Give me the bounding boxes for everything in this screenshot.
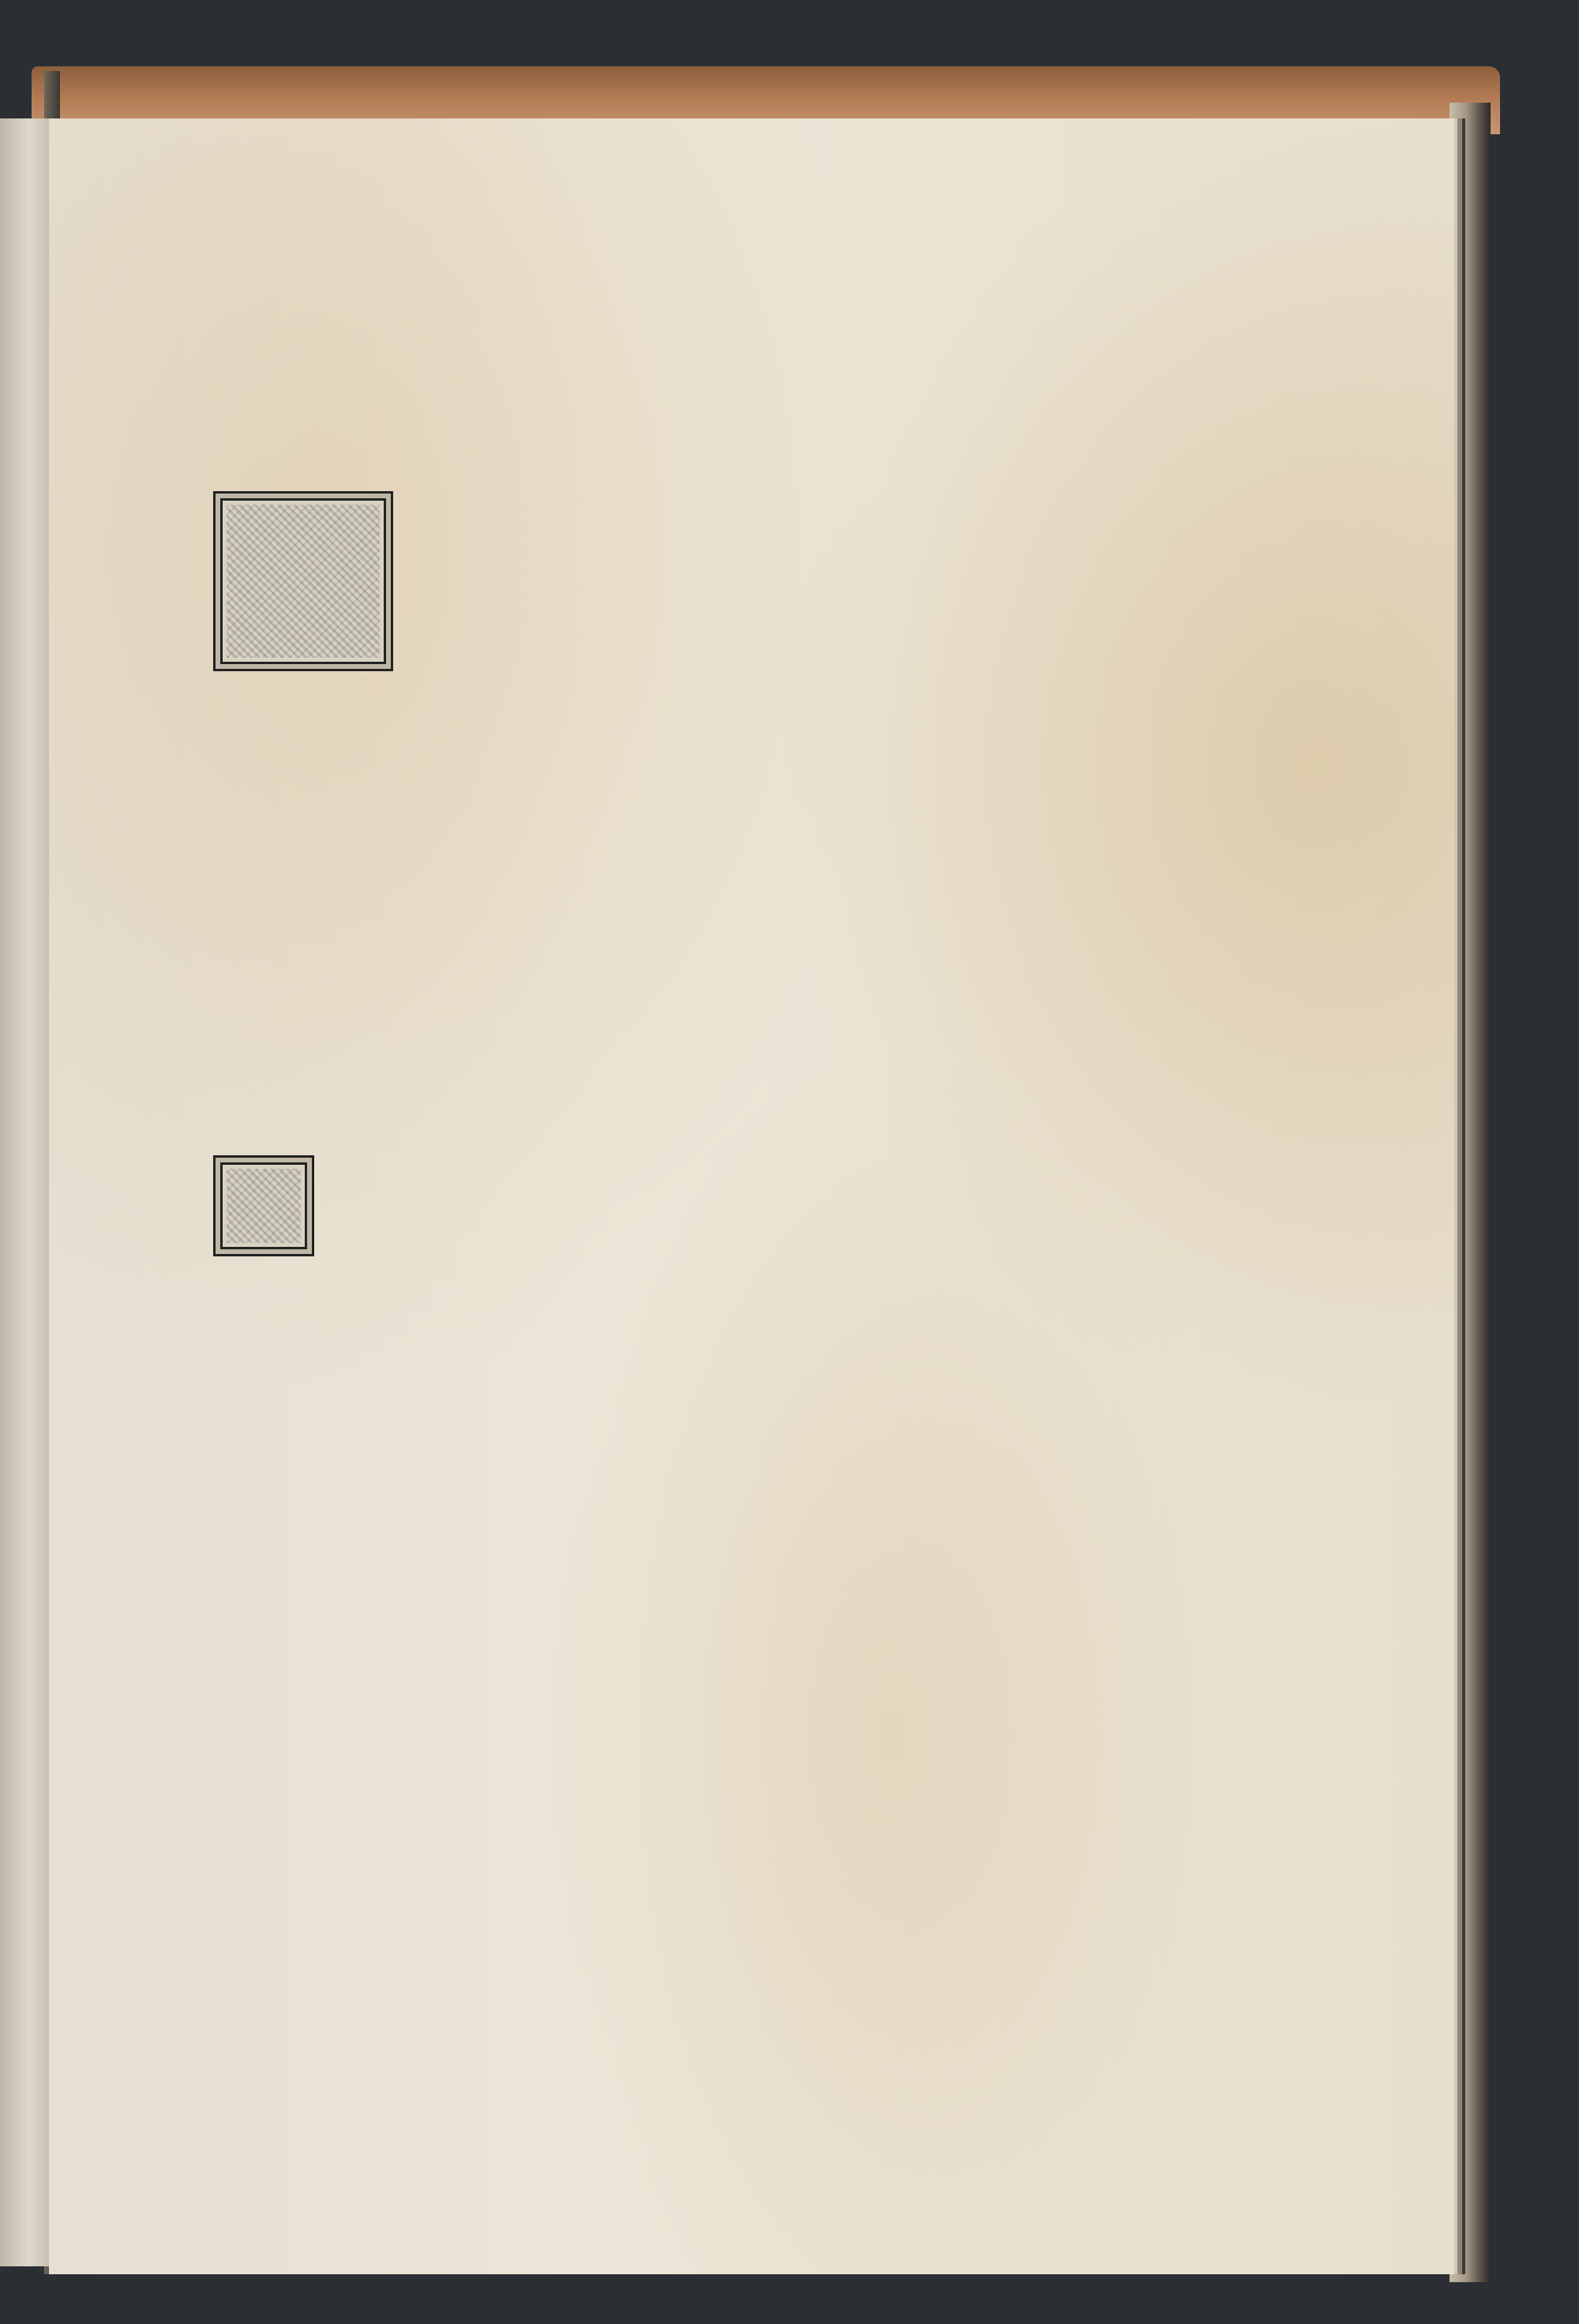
book-page-edges: [1450, 103, 1491, 2282]
facing-page-edge: [0, 118, 49, 2266]
commentary-initial: [213, 1155, 314, 1256]
woodcut-figure: [227, 505, 380, 658]
initial-ornament: [227, 1169, 301, 1243]
psalm-initial: [213, 491, 393, 671]
